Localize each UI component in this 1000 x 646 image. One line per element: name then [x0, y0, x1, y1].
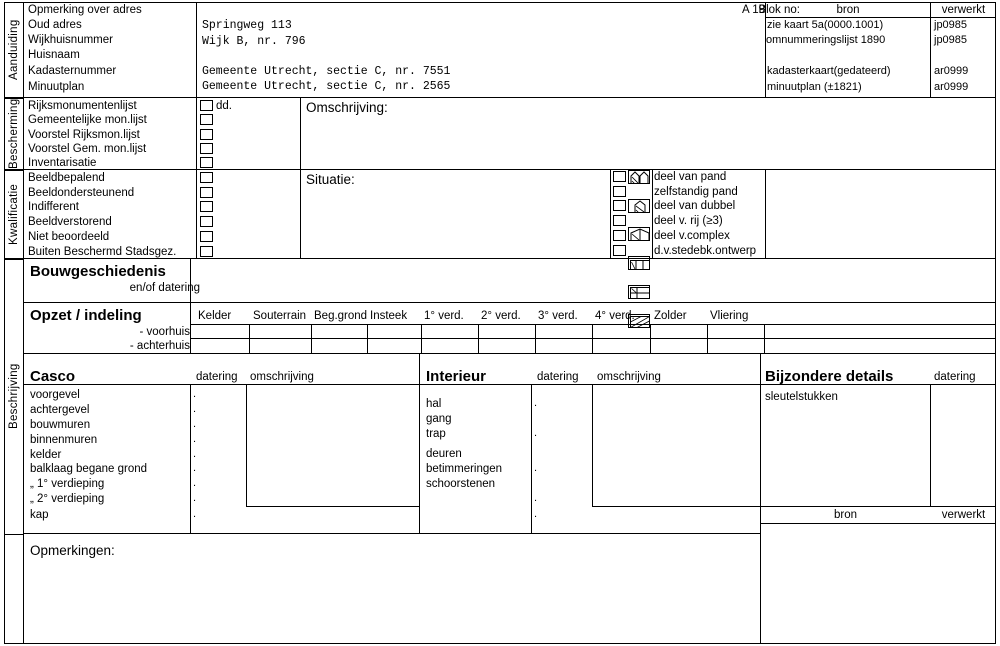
- kwalificatie-checkbox-4[interactable]: [200, 231, 213, 242]
- omschrijving-title: Omschrijving:: [306, 99, 388, 115]
- interieur-omschrijving-divider: [592, 384, 593, 506]
- casco-row-8: kap: [30, 508, 49, 521]
- aanduiding-verwerkt-2: jp0985: [934, 34, 968, 46]
- casco-col-omschrijving: omschrijving: [250, 370, 314, 383]
- interieur-col-omschrijving: omschrijving: [597, 370, 661, 383]
- aanduiding-label-2: Wijkhuisnummer: [28, 34, 113, 46]
- opzet-col-1: Souterrain: [253, 309, 307, 322]
- casco-title: Casco: [30, 367, 76, 385]
- opzet-col-7: 4° verd.: [595, 309, 635, 322]
- opzet-vline-6: [535, 324, 536, 353]
- casco-datering-dot-7: .: [193, 492, 197, 504]
- kwalificatie-checkbox-2[interactable]: [200, 201, 213, 212]
- aanduiding-verwerkt-1: jp0985: [934, 19, 968, 31]
- opzet-vline-9: [707, 324, 708, 353]
- casco-datering-dot-0: .: [193, 388, 197, 400]
- bescherming-checkbox-1[interactable]: [200, 114, 213, 125]
- aanduiding-value-4: Gemeente Utrecht, sectie C, nr. 7551: [202, 65, 451, 78]
- situatie-label-5: d.v.stedebk.ontwerp: [654, 244, 757, 257]
- casco-omschrijving-divider: [246, 384, 247, 506]
- interieur-datering-dot-4: .: [534, 508, 538, 520]
- interieur-row-0: hal: [426, 397, 442, 410]
- situatie-options-divider: [652, 169, 653, 259]
- interieur-datering-dot-1: .: [534, 427, 538, 439]
- section-label-bescherming: Bescherming: [8, 98, 20, 170]
- bijzondere-row-0: sleutelstukken: [765, 390, 838, 403]
- deel-v-complex-icon: [628, 285, 650, 299]
- opzet-col-5: 2° verd.: [481, 309, 521, 322]
- casco-row-1: achtergevel: [30, 403, 90, 416]
- casco-datering-dot-8: .: [193, 508, 197, 520]
- opzet-vline-4: [421, 324, 422, 353]
- situatie-label-1: zelfstandig pand: [654, 185, 738, 198]
- kwalificatie-label-5: Buiten Beschermd Stadsgez.: [28, 245, 177, 258]
- aanduiding-verwerkt-5: ar0999: [934, 81, 969, 93]
- bijzondere-footer-bottomline: [760, 523, 996, 524]
- kwalificatie-checkbox-5[interactable]: [200, 246, 213, 257]
- situatie-checkbox-5[interactable]: [613, 245, 626, 256]
- bescherming-block-bottom: [4, 169, 996, 170]
- casco-row-4: kelder: [30, 448, 62, 461]
- kwalificatie-checkbox-0[interactable]: [200, 172, 213, 183]
- aanduiding-value-1: Springweg 113: [202, 19, 292, 32]
- bijzondere-datering-divider: [930, 384, 931, 506]
- bescherming-checkbox-3[interactable]: [200, 143, 213, 154]
- section-label-kwalificatie: Kwalificatie: [8, 183, 20, 246]
- aanduiding-bron-1: zie kaart 5a(0000.1001): [767, 19, 884, 31]
- opzet-vline-8: [650, 324, 651, 353]
- casco-datering-dot-1: .: [193, 403, 197, 415]
- bescherming-checkbox-0[interactable]: [200, 100, 213, 111]
- opzet-col-2: Beg.grond: [314, 309, 368, 322]
- aanduiding-value-5: Gemeente Utrecht, sectie C, nr. 2565: [202, 80, 451, 93]
- opzet-col-9: Vliering: [710, 309, 749, 322]
- casco-datering-dot-5: .: [193, 462, 197, 474]
- blok-no-value: A 19: [742, 4, 766, 16]
- opzet-title: Opzet / indeling: [30, 306, 142, 324]
- aanduiding-bron-2: omnummeringslijst 1890: [766, 34, 886, 46]
- casco-row-5: balklaag begane grond: [30, 462, 148, 475]
- deel-van-dubbel-icon: [628, 227, 650, 241]
- casco-right-divider: [419, 353, 420, 534]
- interieur-right-divider: [760, 353, 761, 644]
- deel-van-pand-icon: [628, 170, 650, 184]
- interieur-row-6: schoorstenen: [426, 477, 496, 490]
- aanduiding-label-0: Opmerking over adres: [28, 4, 142, 16]
- casco-row-3: binnenmuren: [30, 433, 98, 446]
- interieur-col-datering: datering: [537, 370, 579, 383]
- kwalificatie-checkbox-1[interactable]: [200, 187, 213, 198]
- opzet-row-label-1: - achterhuis: [129, 339, 190, 352]
- opzet-col-8: Zolder: [654, 309, 687, 322]
- interieur-row-5: betimmeringen: [426, 462, 503, 475]
- casco-row-2: bouwmuren: [30, 418, 91, 431]
- bescherming-checkbox-2[interactable]: [200, 129, 213, 140]
- casco-header-underline: [24, 384, 996, 385]
- kwalificatie-label-4: Niet beoordeeld: [28, 230, 110, 243]
- kwalificatie-checkbox-3[interactable]: [200, 216, 213, 227]
- aanduiding-bron-4: kadasterkaart(gedateerd): [767, 65, 891, 77]
- bescherming-label-3: Voorstel Gem. mon.lijst: [28, 142, 147, 155]
- kwalificatie-label-0: Beeldbepalend: [28, 171, 105, 184]
- opzet-row-label-0: - voorhuis: [139, 325, 190, 338]
- aanduiding-block-bottom: [4, 97, 996, 98]
- casco-omschrijving-bottom: [246, 506, 419, 507]
- opzet-vline-10: [764, 324, 765, 353]
- aanduiding-verwerkt-4: ar0999: [934, 65, 969, 77]
- interieur-row-4: deuren: [426, 447, 462, 460]
- casco-datering-dot-2: .: [193, 418, 197, 430]
- aanduiding-value-2: Wijk B, nr. 796: [202, 35, 306, 48]
- situatie-checkbox-1[interactable]: [613, 186, 626, 197]
- opzet-col-4: 1° verd.: [424, 309, 464, 322]
- opzet-vline-2: [311, 324, 312, 353]
- situatie-checkbox-3[interactable]: [613, 215, 626, 226]
- aanduiding-verwerkt-header: verwerkt: [941, 4, 986, 16]
- situatie-label-2: deel van dubbel: [654, 199, 736, 212]
- aanduiding-bron-5: minuutplan (±1821): [767, 81, 862, 93]
- aanduiding-label-3: Huisnaam: [28, 49, 80, 61]
- situatie-checkbox-0[interactable]: [613, 171, 626, 182]
- section-label-beschrijving: Beschrijving: [8, 363, 20, 430]
- casco-row-7: „ 2° verdieping: [30, 492, 105, 505]
- interieur-title: Interieur: [426, 367, 487, 385]
- interieur-omschrijving-bottom: [592, 506, 760, 507]
- situatie-checkbox-2[interactable]: [613, 200, 626, 211]
- opzet-col-0: Kelder: [198, 309, 232, 322]
- blok-no-label: Blok no:: [758, 4, 800, 16]
- kwalificatie-label-1: Beeldondersteunend: [28, 186, 135, 199]
- opzet-col-3: Insteek: [370, 309, 408, 322]
- situatie-label-0: deel van pand: [654, 170, 727, 183]
- aanduiding-bron-header: bron: [836, 4, 860, 16]
- casco-row-0: voorgevel: [30, 388, 80, 401]
- bouwgeschiedenis-title: Bouwgeschiedenis: [30, 262, 166, 280]
- zelfstandig-pand-icon: [628, 199, 650, 213]
- casco-datering-dot-4: .: [193, 448, 197, 460]
- casco-block-bottom: [24, 533, 760, 534]
- bescherming-label-0: Rijksmonumentenlijst: [28, 99, 137, 112]
- casco-datering-divider: [190, 384, 191, 534]
- opzet-vline-3: [367, 324, 368, 353]
- situatie-label-3: deel v. rij (≥3): [654, 214, 723, 227]
- kwalificatie-label-2: Indifferent: [28, 200, 79, 213]
- aanduiding-col-value: [196, 2, 197, 98]
- interieur-datering-dot-2: .: [534, 462, 538, 474]
- casco-row-6: „ 1° verdieping: [30, 477, 105, 490]
- opzet-col-6: 3° verd.: [538, 309, 578, 322]
- interieur-datering-dot-0: .: [534, 397, 538, 409]
- opzet-vline-0: [190, 303, 191, 353]
- section-label-aanduiding: Aanduiding: [8, 19, 20, 81]
- interieur-datering-divider: [531, 384, 532, 534]
- opzet-grid-bottom: [24, 353, 996, 354]
- kwalificatie-block-bottom: [4, 258, 996, 259]
- bijzondere-col-datering: datering: [934, 370, 976, 383]
- casco-datering-dot-3: .: [193, 433, 197, 445]
- aanduiding-label-1: Oud adres: [28, 19, 82, 31]
- bouwgeschiedenis-bottom: [24, 302, 996, 303]
- divider-beschrijving-opmerkingen: [4, 534, 24, 535]
- aanduiding-label-4: Kadasternummer: [28, 65, 117, 77]
- bescherming-label-2: Voorstel Rijksmon.lijst: [28, 128, 140, 141]
- dd-label: dd.: [216, 99, 232, 112]
- situatie-label-4: deel v.complex: [654, 229, 730, 242]
- situatie-title: Situatie:: [306, 171, 355, 187]
- kwalificatie-label-3: Beeldverstorend: [28, 215, 112, 228]
- bescherming-checkbox-4[interactable]: [200, 157, 213, 168]
- bijzondere-footer-verwerkt: verwerkt: [941, 508, 986, 521]
- bijzondere-footer-bron: bron: [833, 508, 858, 521]
- situatie-checkbox-4[interactable]: [613, 230, 626, 241]
- bijzondere-title: Bijzondere details: [765, 367, 894, 385]
- bouwgeschiedenis-subtitle: en/of datering: [129, 282, 200, 294]
- opzet-vline-5: [478, 324, 479, 353]
- casco-datering-dot-6: .: [193, 477, 197, 489]
- bescherming-label-1: Gemeentelijke mon.lijst: [28, 113, 147, 126]
- interieur-datering-dot-3: .: [534, 492, 538, 504]
- bescherming-col-check: [196, 98, 197, 259]
- aanduiding-label-5: Minuutplan: [28, 81, 85, 93]
- opmerkingen-title: Opmerkingen:: [30, 542, 115, 558]
- interieur-row-2: trap: [426, 427, 446, 440]
- bescherming-col-omschrijving: [300, 98, 301, 259]
- opzet-vline-1: [249, 324, 250, 353]
- bescherming-label-4: Inventarisatie: [28, 156, 97, 169]
- casco-col-datering: datering: [196, 370, 238, 383]
- opzet-vline-7: [592, 324, 593, 353]
- interieur-row-1: gang: [426, 412, 452, 425]
